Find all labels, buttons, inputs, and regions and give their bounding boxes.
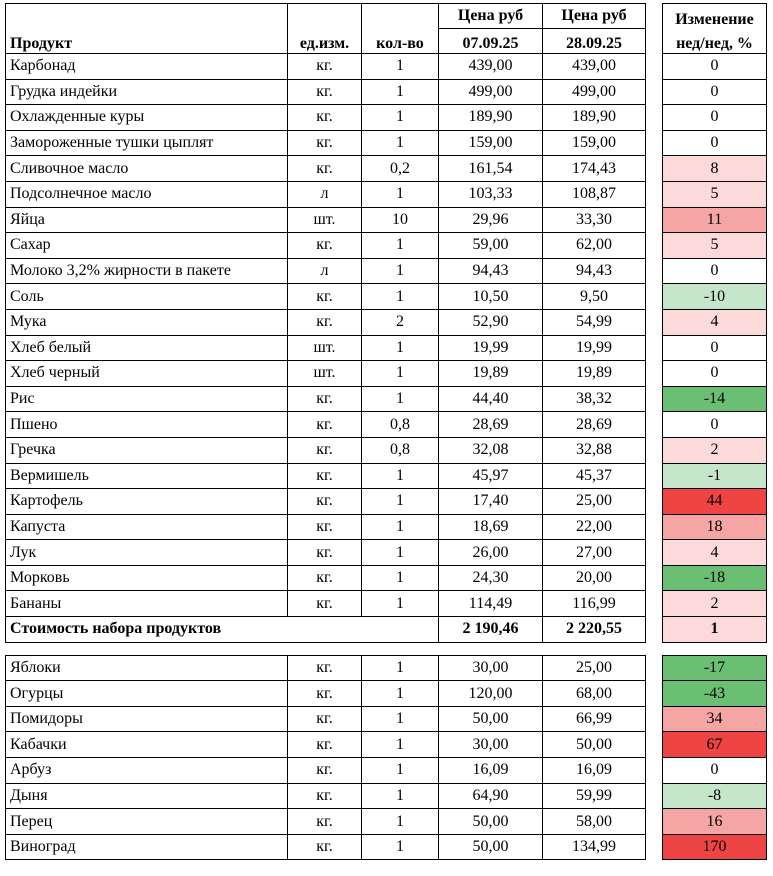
- gap: [646, 412, 663, 438]
- gap: [646, 489, 663, 515]
- unit: кг.: [288, 565, 362, 591]
- price-2: 94,43: [543, 258, 646, 284]
- product-name: Дыня: [6, 783, 288, 809]
- unit: кг.: [288, 655, 362, 681]
- change-percent: 0: [663, 54, 767, 80]
- quantity: 1: [362, 54, 439, 80]
- table-row: [6, 79, 767, 105]
- price-2: 19,99: [543, 335, 646, 361]
- price-2: 108,87: [543, 181, 646, 207]
- table-row: [6, 233, 767, 259]
- unit: кг.: [288, 783, 362, 809]
- unit: кг.: [288, 809, 362, 835]
- product-name: Перец: [6, 809, 288, 835]
- price-1: 10,50: [439, 284, 543, 310]
- change-percent: 5: [663, 233, 767, 259]
- change-percent: 44: [663, 489, 767, 515]
- price-1: 120,00: [439, 681, 543, 707]
- price-1: 94,43: [439, 258, 543, 284]
- price-2: 59,99: [543, 783, 646, 809]
- change-percent: 0: [663, 130, 767, 156]
- gap: [646, 834, 663, 860]
- gap: [646, 130, 663, 156]
- quantity: 1: [362, 463, 439, 489]
- table-row: [6, 130, 767, 156]
- product-name: Карбонад: [6, 54, 288, 80]
- table-row: [6, 386, 767, 412]
- quantity: 1: [362, 181, 439, 207]
- quantity: 1: [362, 361, 439, 387]
- price-1: 50,00: [439, 809, 543, 835]
- price-table: [5, 3, 767, 860]
- unit: кг.: [288, 758, 362, 784]
- product-name: Яблоки: [6, 655, 288, 681]
- change-percent: 67: [663, 732, 767, 758]
- quantity: 1: [362, 130, 439, 156]
- table-row: [6, 258, 767, 284]
- price-1: 45,97: [439, 463, 543, 489]
- table-row: [6, 783, 767, 809]
- gap: [646, 105, 663, 131]
- change-percent: 2: [663, 591, 767, 617]
- quantity: 1: [362, 706, 439, 732]
- header-product: Продукт: [6, 29, 288, 54]
- unit: кг.: [288, 437, 362, 463]
- quantity: 1: [362, 233, 439, 259]
- price-2: 19,89: [543, 361, 646, 387]
- price-2: 25,00: [543, 655, 646, 681]
- product-name: Молоко 3,2% жирности в пакете: [6, 258, 288, 284]
- price-2: 38,32: [543, 386, 646, 412]
- table-row: [6, 834, 767, 860]
- gap: [646, 361, 663, 387]
- header-qty-top: [362, 4, 439, 29]
- price-1: 30,00: [439, 655, 543, 681]
- table-row: [6, 540, 767, 566]
- change-percent: 2: [663, 437, 767, 463]
- price-2: 189,90: [543, 105, 646, 131]
- unit: кг.: [288, 706, 362, 732]
- change-percent: 0: [663, 79, 767, 105]
- price-1: 59,00: [439, 233, 543, 259]
- quantity: 1: [362, 258, 439, 284]
- quantity: 1: [362, 335, 439, 361]
- gap: [646, 681, 663, 707]
- table-row: [6, 207, 767, 233]
- unit: кг.: [288, 284, 362, 310]
- price-1: 29,96: [439, 207, 543, 233]
- price-1: 103,33: [439, 181, 543, 207]
- gap: [646, 732, 663, 758]
- product-name: Подсолнечное масло: [6, 181, 288, 207]
- price-2: 66,99: [543, 706, 646, 732]
- product-name: Вермишель: [6, 463, 288, 489]
- unit: кг.: [288, 54, 362, 80]
- table-row: [6, 681, 767, 707]
- header-unit-top: [288, 4, 362, 29]
- gap: [646, 617, 663, 643]
- change-percent: -1: [663, 463, 767, 489]
- product-name: Лук: [6, 540, 288, 566]
- quantity: 0,2: [362, 156, 439, 182]
- product-name: Арбуз: [6, 758, 288, 784]
- gap: [646, 258, 663, 284]
- price-2: 116,99: [543, 591, 646, 617]
- gap: [646, 565, 663, 591]
- change-percent: -10: [663, 284, 767, 310]
- unit: шт.: [288, 361, 362, 387]
- product-name: Хлеб белый: [6, 335, 288, 361]
- gap: [646, 540, 663, 566]
- product-name: Кабачки: [6, 732, 288, 758]
- gap: [646, 335, 663, 361]
- product-name: Виноград: [6, 834, 288, 860]
- quantity: 1: [362, 591, 439, 617]
- product-name: Пшено: [6, 412, 288, 438]
- total-change-percent: 1: [663, 617, 767, 643]
- change-percent: 0: [663, 412, 767, 438]
- product-name: Капуста: [6, 514, 288, 540]
- unit: шт.: [288, 335, 362, 361]
- table-row: [6, 105, 767, 131]
- gap: [646, 463, 663, 489]
- price-1: 26,00: [439, 540, 543, 566]
- price-2: 54,99: [543, 309, 646, 335]
- price-2: 134,99: [543, 834, 646, 860]
- change-percent: 4: [663, 540, 767, 566]
- product-name: Яйца: [6, 207, 288, 233]
- product-name: Картофель: [6, 489, 288, 515]
- price-2: 9,50: [543, 284, 646, 310]
- header-qty: кол-во: [362, 29, 439, 54]
- header-date-1: 07.09.25: [439, 29, 543, 54]
- gap: [646, 207, 663, 233]
- gap: [646, 655, 663, 681]
- price-2: 25,00: [543, 489, 646, 515]
- unit: кг.: [288, 681, 362, 707]
- table-row: [6, 655, 767, 681]
- price-1: 52,90: [439, 309, 543, 335]
- quantity: 1: [362, 732, 439, 758]
- change-percent: 170: [663, 834, 767, 860]
- unit: кг.: [288, 412, 362, 438]
- table-row: [6, 361, 767, 387]
- price-1: 17,40: [439, 489, 543, 515]
- product-name: Сливочное масло: [6, 156, 288, 182]
- header-unit: ед.изм.: [288, 29, 362, 54]
- gap: [646, 514, 663, 540]
- quantity: 1: [362, 783, 439, 809]
- price-1: 499,00: [439, 79, 543, 105]
- table-row: [6, 437, 767, 463]
- header-row-2: [6, 29, 767, 54]
- total-label: Стоимость набора продуктов: [6, 617, 439, 643]
- gap: [646, 79, 663, 105]
- gap: [646, 591, 663, 617]
- price-1: 44,40: [439, 386, 543, 412]
- price-1: 18,69: [439, 514, 543, 540]
- total-price-2: 2 220,55: [543, 617, 646, 643]
- price-2: 22,00: [543, 514, 646, 540]
- unit: кг.: [288, 105, 362, 131]
- header-price-label-1: Цена руб: [439, 4, 543, 29]
- change-percent: -43: [663, 681, 767, 707]
- product-name: Грудка индейки: [6, 79, 288, 105]
- unit: л: [288, 258, 362, 284]
- unit: кг.: [288, 834, 362, 860]
- unit: шт.: [288, 207, 362, 233]
- table-row: [6, 706, 767, 732]
- price-2: 20,00: [543, 565, 646, 591]
- quantity: 2: [362, 309, 439, 335]
- spacer-cell: [439, 642, 543, 655]
- change-percent: 34: [663, 706, 767, 732]
- gap: [646, 284, 663, 310]
- price-2: 68,00: [543, 681, 646, 707]
- table-row: [6, 591, 767, 617]
- price-2: 62,00: [543, 233, 646, 259]
- header-change-label-2: нед/нед, %: [663, 29, 767, 54]
- header-change-label-1: Изменение: [663, 4, 767, 29]
- price-1: 189,90: [439, 105, 543, 131]
- quantity: 0,8: [362, 437, 439, 463]
- unit: кг.: [288, 540, 362, 566]
- table-row: [6, 181, 767, 207]
- quantity: 1: [362, 386, 439, 412]
- change-percent: -14: [663, 386, 767, 412]
- spacer-cell: [288, 642, 362, 655]
- spacer-cell: [543, 642, 646, 655]
- unit: кг.: [288, 514, 362, 540]
- unit: кг.: [288, 233, 362, 259]
- quantity: 1: [362, 834, 439, 860]
- gap: [646, 309, 663, 335]
- header-product-top: [6, 4, 288, 29]
- product-name: Охлажденные куры: [6, 105, 288, 131]
- unit: кг.: [288, 386, 362, 412]
- price-2: 58,00: [543, 809, 646, 835]
- table-row: [6, 809, 767, 835]
- table-row: [6, 412, 767, 438]
- quantity: 1: [362, 105, 439, 131]
- gap: [646, 783, 663, 809]
- price-1: 50,00: [439, 834, 543, 860]
- product-name: Сахар: [6, 233, 288, 259]
- gap: [646, 706, 663, 732]
- spacer-cell: [6, 642, 288, 655]
- table-row: [6, 309, 767, 335]
- product-name: Соль: [6, 284, 288, 310]
- quantity: 1: [362, 284, 439, 310]
- price-2: 50,00: [543, 732, 646, 758]
- gap: [646, 233, 663, 259]
- total-row: [6, 617, 767, 643]
- product-name: Помидоры: [6, 706, 288, 732]
- product-name: Хлеб черный: [6, 361, 288, 387]
- quantity: 1: [362, 565, 439, 591]
- gap: [646, 386, 663, 412]
- quantity: 0,8: [362, 412, 439, 438]
- change-percent: -17: [663, 655, 767, 681]
- table-row: [6, 489, 767, 515]
- change-percent: 18: [663, 514, 767, 540]
- quantity: 1: [362, 489, 439, 515]
- product-name: Замороженные тушки цыплят: [6, 130, 288, 156]
- price-1: 64,90: [439, 783, 543, 809]
- unit: кг.: [288, 309, 362, 335]
- change-percent: -18: [663, 565, 767, 591]
- product-name: Рис: [6, 386, 288, 412]
- gap: [646, 809, 663, 835]
- change-percent: 0: [663, 105, 767, 131]
- price-2: 45,37: [543, 463, 646, 489]
- price-2: 32,88: [543, 437, 646, 463]
- change-percent: 0: [663, 335, 767, 361]
- spacer-cell: [362, 642, 439, 655]
- quantity: 1: [362, 514, 439, 540]
- change-percent: 5: [663, 181, 767, 207]
- table-row: [6, 335, 767, 361]
- quantity: 1: [362, 758, 439, 784]
- table-row: [6, 463, 767, 489]
- price-1: 32,08: [439, 437, 543, 463]
- product-name: Морковь: [6, 565, 288, 591]
- change-percent: 4: [663, 309, 767, 335]
- price-2: 159,00: [543, 130, 646, 156]
- price-1: 50,00: [439, 706, 543, 732]
- unit: кг.: [288, 463, 362, 489]
- change-percent: 0: [663, 258, 767, 284]
- price-2: 174,43: [543, 156, 646, 182]
- product-name: Бананы: [6, 591, 288, 617]
- product-name: Огурцы: [6, 681, 288, 707]
- price-1: 24,30: [439, 565, 543, 591]
- price-2: 27,00: [543, 540, 646, 566]
- quantity: 1: [362, 809, 439, 835]
- change-percent: -8: [663, 783, 767, 809]
- gap: [646, 156, 663, 182]
- quantity: 1: [362, 655, 439, 681]
- unit: л: [288, 181, 362, 207]
- table-row: [6, 732, 767, 758]
- unit: кг.: [288, 489, 362, 515]
- quantity: 1: [362, 79, 439, 105]
- table-row: [6, 514, 767, 540]
- gap: [646, 437, 663, 463]
- unit: кг.: [288, 79, 362, 105]
- quantity: 1: [362, 681, 439, 707]
- change-percent: 8: [663, 156, 767, 182]
- price-1: 16,09: [439, 758, 543, 784]
- change-percent: 16: [663, 809, 767, 835]
- total-price-1: 2 190,46: [439, 617, 543, 643]
- spacer-cell: [646, 642, 663, 655]
- change-percent: 0: [663, 758, 767, 784]
- price-1: 114,49: [439, 591, 543, 617]
- unit: кг.: [288, 130, 362, 156]
- gap: [646, 181, 663, 207]
- price-1: 161,54: [439, 156, 543, 182]
- table-row: [6, 284, 767, 310]
- spacer-cell: [663, 642, 767, 655]
- table-row: [6, 565, 767, 591]
- price-1: 439,00: [439, 54, 543, 80]
- product-name: Гречка: [6, 437, 288, 463]
- price-1: 28,69: [439, 412, 543, 438]
- product-name: Мука: [6, 309, 288, 335]
- gap: [646, 758, 663, 784]
- header-date-2: 28.09.25: [543, 29, 646, 54]
- change-percent: 11: [663, 207, 767, 233]
- price-1: 159,00: [439, 130, 543, 156]
- header-row-1: [6, 4, 767, 29]
- price-1: 19,99: [439, 335, 543, 361]
- table-row: [6, 156, 767, 182]
- price-2: 33,30: [543, 207, 646, 233]
- table-row: [6, 758, 767, 784]
- spacer-row: [6, 642, 767, 655]
- quantity: 10: [362, 207, 439, 233]
- price-2: 499,00: [543, 79, 646, 105]
- unit: кг.: [288, 156, 362, 182]
- header-price-label-2: Цена руб: [543, 4, 646, 29]
- table-row: [6, 54, 767, 80]
- price-2: 439,00: [543, 54, 646, 80]
- price-2: 16,09: [543, 758, 646, 784]
- quantity: 1: [362, 540, 439, 566]
- price-1: 19,89: [439, 361, 543, 387]
- gap: [646, 54, 663, 80]
- price-2: 28,69: [543, 412, 646, 438]
- unit: кг.: [288, 732, 362, 758]
- price-1: 30,00: [439, 732, 543, 758]
- unit: кг.: [288, 591, 362, 617]
- change-percent: 0: [663, 361, 767, 387]
